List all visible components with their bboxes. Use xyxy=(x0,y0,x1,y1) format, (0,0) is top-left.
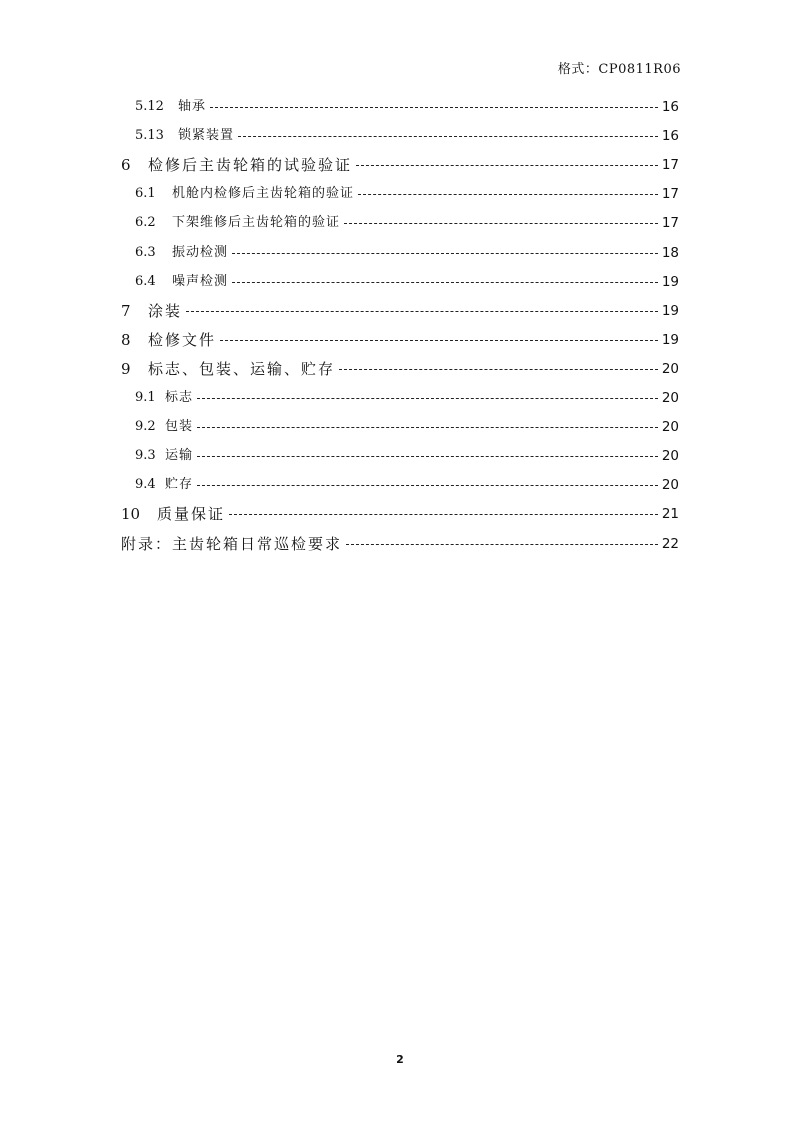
toc-dot-leader xyxy=(220,340,658,341)
toc-entry-number: 10 xyxy=(121,505,141,524)
toc-dot-leader xyxy=(197,398,658,399)
toc-entry-title: 附录：主齿轮箱日常巡检要求 xyxy=(121,534,343,553)
toc-entry[interactable] xyxy=(0,124,800,148)
toc-entry-number: 6 xyxy=(121,156,131,175)
toc-dot-leader xyxy=(358,194,658,195)
toc-entry-title: 噪声检测 xyxy=(172,273,229,289)
toc-entry[interactable] xyxy=(0,415,800,439)
toc-entry-page: 19 xyxy=(661,302,679,319)
toc-entry-number: 5.12 xyxy=(135,99,164,114)
toc-entry-page: 16 xyxy=(661,128,679,145)
toc-entry[interactable] xyxy=(0,328,800,352)
toc-entry[interactable] xyxy=(0,182,800,206)
toc-entry[interactable] xyxy=(0,153,800,177)
toc-dot-leader xyxy=(346,544,658,545)
toc-entry-number: 6.2 xyxy=(135,215,156,231)
toc-entry[interactable] xyxy=(0,357,800,381)
toc-entry[interactable] xyxy=(0,473,800,497)
toc-entry[interactable] xyxy=(0,386,800,410)
toc-entry-title: 机舱内检修后主齿轮箱的验证 xyxy=(172,186,355,202)
toc-dot-leader xyxy=(339,369,658,370)
toc-entry-page: 20 xyxy=(661,390,679,406)
toc-entry-page: 19 xyxy=(661,331,679,348)
toc-dot-leader xyxy=(210,107,658,108)
toc-entry-number: 9.3 xyxy=(135,448,156,464)
toc-entry[interactable] xyxy=(0,502,800,526)
toc-entry-title: 标志 xyxy=(165,390,194,405)
toc-entry-title: 下架维修后主齿轮箱的验证 xyxy=(172,215,341,231)
toc-entry-title: 锁紧装置 xyxy=(178,128,235,144)
toc-entry-title: 检修文件 xyxy=(148,330,217,349)
toc-dot-leader xyxy=(356,165,658,166)
toc-dot-leader xyxy=(197,427,658,428)
toc-dot-leader xyxy=(186,311,658,312)
toc-entry-title: 标志、包装、运输、贮存 xyxy=(148,359,336,378)
toc-entry-number: 9.1 xyxy=(135,390,156,405)
toc-entry-page: 17 xyxy=(661,157,679,174)
toc-entry[interactable] xyxy=(0,299,800,323)
toc-dot-leader xyxy=(232,282,658,283)
toc-entry-page: 22 xyxy=(661,535,679,552)
toc-entry-title: 检修后主齿轮箱的试验验证 xyxy=(148,156,353,175)
toc-entry[interactable] xyxy=(0,211,800,235)
toc-entry-number: 7 xyxy=(121,301,131,320)
document-format-code: 格式：CP0811R06 xyxy=(557,62,681,77)
toc-entry-number: 9.4 xyxy=(135,477,156,493)
toc-entry[interactable] xyxy=(0,444,800,468)
toc-entry-number: 6.1 xyxy=(135,186,156,202)
toc-entry-page: 19 xyxy=(661,273,679,290)
toc-entry-page: 16 xyxy=(661,99,679,115)
toc-entry[interactable] xyxy=(0,241,800,265)
toc-entry-title: 质量保证 xyxy=(157,505,226,524)
toc-entry-page: 18 xyxy=(661,244,679,261)
toc-entry[interactable] xyxy=(0,95,800,119)
toc-entry-number: 9.2 xyxy=(135,419,156,435)
toc-entry-number: 9 xyxy=(121,359,131,378)
toc-entry-page: 20 xyxy=(661,419,679,436)
toc-entry[interactable] xyxy=(0,270,800,294)
toc-entry-page: 20 xyxy=(661,477,679,494)
toc-entry-title: 贮存 xyxy=(165,477,194,493)
toc-entry-page: 17 xyxy=(661,215,679,232)
toc-entry-number: 6.3 xyxy=(135,244,156,260)
toc-entry-number: 6.4 xyxy=(135,273,156,289)
toc-entry-number: 8 xyxy=(121,330,131,349)
toc-entry-title: 包装 xyxy=(165,419,194,435)
toc-entry[interactable] xyxy=(0,532,800,556)
toc-dot-leader xyxy=(197,485,658,486)
toc-entry-page: 17 xyxy=(661,186,679,203)
toc-dot-leader xyxy=(229,514,658,515)
toc-dot-leader xyxy=(232,253,658,254)
toc-entry-title: 运输 xyxy=(165,448,194,464)
toc-entry-title: 振动检测 xyxy=(172,244,229,260)
toc-dot-leader xyxy=(197,456,658,457)
toc-entry-title: 涂装 xyxy=(148,301,183,320)
toc-entry-page: 20 xyxy=(661,448,679,465)
toc-dot-leader xyxy=(238,136,658,137)
toc-dot-leader xyxy=(344,223,658,224)
toc-entry-page: 21 xyxy=(661,506,679,523)
toc-entry-title: 轴承 xyxy=(178,99,207,114)
toc-entry-page: 20 xyxy=(661,360,679,377)
toc-entry-number: 5.13 xyxy=(135,128,164,144)
page-number: 2 xyxy=(396,1053,404,1066)
